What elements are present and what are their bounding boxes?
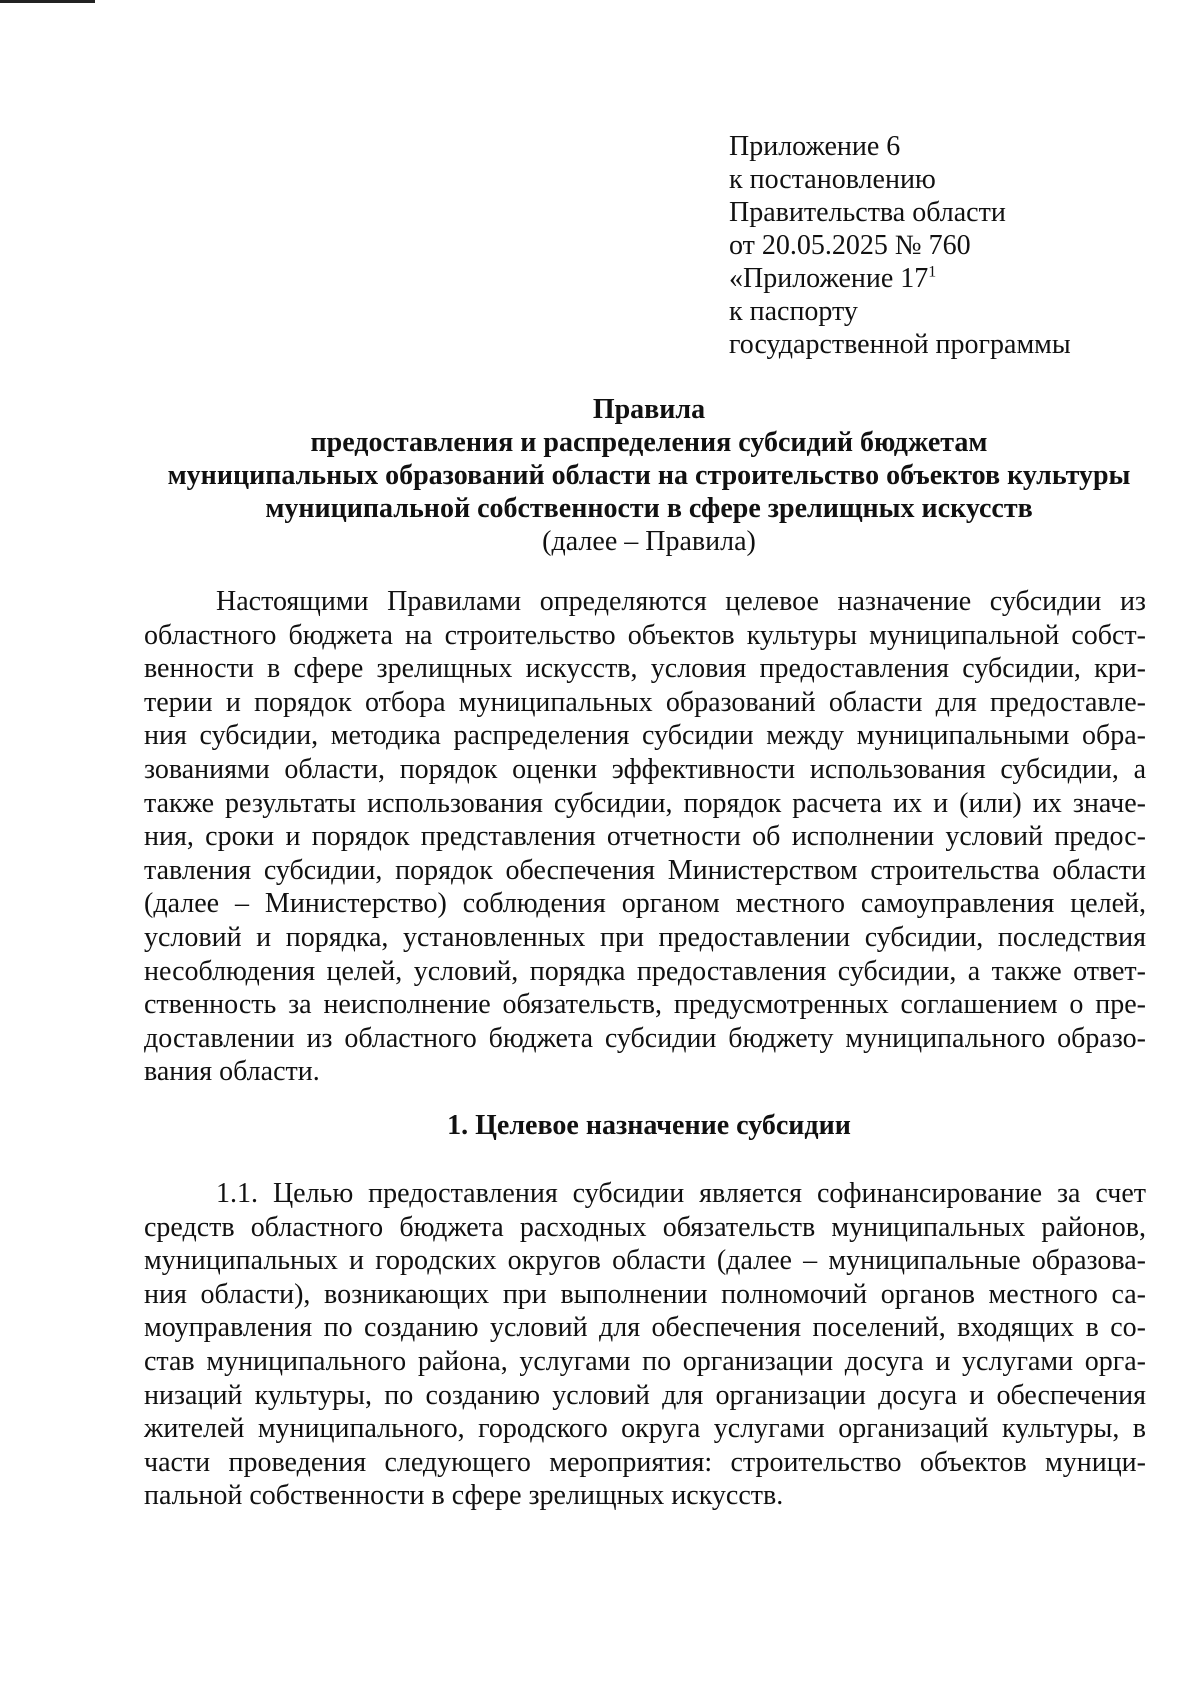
- text-line: муниципальных и городских округов области (далее – муниципальные образова-: [144, 1245, 1146, 1277]
- scan-edge-mark: [0, 0, 95, 3]
- appendix-government: Правительства области: [729, 197, 1006, 228]
- appendix-program-annex: [729, 262, 1071, 295]
- appendix-to-passport: к паспорту: [729, 296, 858, 327]
- text-line: областного бюджета на строительство объектов культуры муниципальной собст-: [144, 619, 1146, 651]
- text-line: также результаты использования субсидии, порядок расчета их и (или) их значе-: [144, 787, 1146, 819]
- text-line: тавления субсидии, порядок обеспечения Министерством строительства области: [144, 854, 1146, 886]
- title-line-3: муниципальных образований области на строительство объектов культуры: [167, 460, 1131, 491]
- text-line: став муниципального района, услугами по организации досуга и услугами орга-: [144, 1345, 1146, 1377]
- text-line: зованиями области, порядок оценки эффективности использования субсидии, а: [144, 753, 1146, 785]
- text-line: моуправления по созданию условий для обеспечения поселений, входящих в со-: [144, 1312, 1146, 1344]
- text-line: 1.1. Целью предоставления субсидии является софинансирование за счет: [216, 1178, 1146, 1209]
- text-line: терии и порядок отбора муниципальных образований области для предоставле-: [144, 686, 1146, 718]
- text-line: условий и порядка, установленных при предоставлении субсидии, последствия: [144, 921, 1146, 953]
- document-title: [100, 393, 1198, 558]
- appendix-number: Приложение 6: [729, 131, 901, 162]
- program-annex-superscript: 1: [928, 263, 937, 281]
- program-annex-label: «Приложение 17: [729, 263, 929, 294]
- text-line: (далее – Министерство) соблюдения органом местного самоуправления целей,: [144, 888, 1146, 920]
- text-line: Настоящими Правилами определяются целевое назначение субсидии из: [216, 586, 1146, 617]
- text-line: ния области), возникающих при выполнении полномочий органов местного са-: [144, 1278, 1146, 1310]
- appendix-date-number: от 20.05.2025 № 760: [729, 230, 971, 261]
- intro-paragraph: [144, 585, 1146, 1089]
- text-line: доставлении из областного бюджета субсидии бюджету муниципального образо-: [144, 1022, 1146, 1054]
- text-line: ния, сроки и порядок представления отчетности об исполнении условий предос-: [144, 821, 1146, 853]
- appendix-reference: [729, 130, 1071, 361]
- text-line: пальной собственности в сфере зрелищных искусств.: [144, 1480, 784, 1512]
- title-rules: Правила: [592, 394, 706, 425]
- text-line: вания области.: [144, 1056, 320, 1088]
- title-line-4: муниципальной собственности в сфере зрелищных искусств: [265, 493, 1033, 524]
- text-line: ственность за неисполнение обязательств, предусмотренных соглашением о пре-: [144, 989, 1146, 1021]
- text-line: несоблюдения целей, условий, порядка предоставления субсидии, а также ответ-: [144, 955, 1146, 987]
- text-line: ния субсидии, методика распределения субсидии между муниципальными обра-: [144, 720, 1146, 752]
- section-heading: 1. Целевое назначение субсидии: [447, 1110, 851, 1141]
- text-line: венности в сфере зрелищных искусств, условия предоставления субсидии, кри-: [144, 653, 1146, 685]
- text-line: жителей муниципального, городского округа услугами организаций культуры, в: [144, 1413, 1146, 1445]
- appendix-to-resolution: к постановлению: [729, 164, 936, 195]
- text-line: средств областного бюджета расходных обязательств муниципальных районов,: [144, 1211, 1146, 1243]
- text-line: низаций культуры, по созданию условий для организации досуга и обеспечения: [144, 1379, 1146, 1411]
- paragraph-1-1: [144, 1177, 1146, 1513]
- appendix-state-program: государственной программы: [729, 329, 1071, 360]
- title-short-name: (далее – Правила): [542, 526, 756, 557]
- title-line-2: предоставления и распределения субсидий бюджетам: [310, 427, 988, 458]
- text-line: части проведения следующего мероприятия: строительство объектов муници-: [144, 1446, 1146, 1478]
